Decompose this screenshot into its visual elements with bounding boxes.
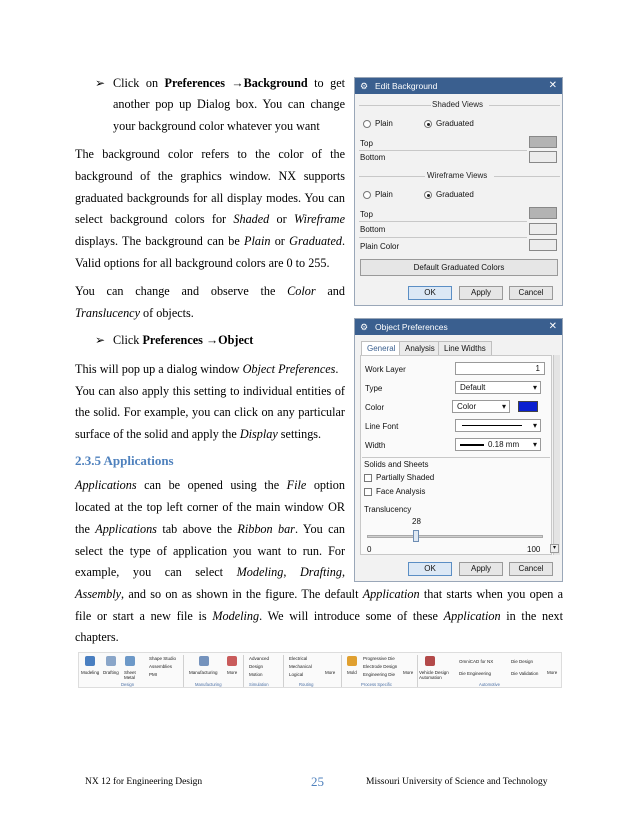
divider bbox=[359, 105, 431, 106]
group-manufacturing: Manufacturing bbox=[195, 682, 222, 687]
ribbon-pmi[interactable]: PMI bbox=[149, 672, 158, 677]
wire-plain-radio[interactable] bbox=[363, 191, 371, 199]
type-select-value: Default bbox=[460, 383, 486, 392]
apply-button[interactable]: Apply bbox=[459, 562, 503, 576]
chevron-down-icon: ▾ bbox=[532, 440, 537, 449]
shaded-views-header: Shaded Views bbox=[432, 100, 483, 109]
para1-line2: background of the graphics window. NX supports bbox=[75, 169, 345, 183]
ribbon-mechanical[interactable]: Mechanical bbox=[289, 664, 312, 669]
ribbon-sheet-metal[interactable]: Sheet Metal bbox=[124, 670, 136, 680]
cancel-button[interactable]: Cancel bbox=[509, 286, 553, 300]
partially-shaded-label: Partially Shaded bbox=[376, 473, 435, 482]
drafting-icon[interactable] bbox=[106, 656, 116, 666]
para4-line6: Assembly, and so on as shown in the figure. The default Application that starts when you open a bbox=[75, 587, 564, 601]
chevron-down-icon: ▾ bbox=[532, 421, 537, 430]
ribbon-more-4[interactable]: More bbox=[547, 670, 558, 675]
ribbon-die-design[interactable]: Die Design bbox=[511, 659, 534, 664]
color-label: Color bbox=[365, 403, 385, 412]
applications-ribbon bbox=[78, 652, 562, 688]
partially-shaded-checkbox[interactable] bbox=[364, 474, 372, 482]
wire-top-swatch[interactable] bbox=[529, 207, 557, 219]
ribbon-die-validation[interactable]: Die Validation bbox=[511, 671, 539, 676]
more-icon[interactable] bbox=[227, 656, 237, 666]
divider bbox=[183, 655, 184, 687]
shaded-plain-radio[interactable] bbox=[363, 120, 371, 128]
ribbon-vehicle-design[interactable]: Vehicle Design Automation bbox=[419, 670, 449, 680]
bullet1-line2: another pop up Dialog box. You can change bbox=[113, 97, 345, 111]
para1-line4: select background colors for Shaded or Wireframe bbox=[75, 212, 345, 226]
shaded-bottom-swatch[interactable] bbox=[529, 151, 557, 163]
line-font-select[interactable] bbox=[455, 419, 541, 432]
group-simulation: Simulation bbox=[249, 682, 269, 687]
tab-line-widths[interactable]: Line Widths bbox=[438, 341, 492, 355]
dialog-title: Object Preferences bbox=[375, 322, 448, 332]
close-icon[interactable]: ✕ bbox=[548, 321, 557, 332]
para4-line4: select the type of application you want to run. For bbox=[75, 544, 345, 558]
chevron-down-icon: ▾ bbox=[532, 383, 537, 392]
translucency-slider-track[interactable] bbox=[367, 535, 543, 538]
ribbon-engineering-die[interactable]: Engineering Die bbox=[363, 672, 396, 677]
modeling-icon[interactable] bbox=[85, 656, 95, 666]
translucency-slider-thumb[interactable] bbox=[413, 530, 419, 542]
footer-left: NX 12 for Engineering Design bbox=[85, 777, 203, 787]
dialog-title-bar bbox=[355, 319, 562, 335]
shaded-bottom-label: Bottom bbox=[360, 153, 386, 162]
spin-down-icon[interactable]: ▾ bbox=[550, 544, 559, 553]
object-preferences-dialog bbox=[354, 318, 563, 582]
manufacturing-icon[interactable] bbox=[199, 656, 209, 666]
ribbon-design[interactable]: Design bbox=[249, 664, 264, 669]
divider bbox=[417, 655, 418, 687]
ribbon-shape-studio[interactable]: Shape Studio bbox=[149, 656, 177, 661]
group-routing: Routing bbox=[299, 682, 314, 687]
wire-top-label: Top bbox=[360, 210, 373, 219]
ribbon-more-2[interactable]: More bbox=[325, 670, 336, 675]
width-select[interactable] bbox=[455, 438, 541, 451]
translucency-label: Translucency bbox=[364, 505, 412, 514]
wire-bottom-label: Bottom bbox=[360, 225, 386, 234]
ribbon-omnicad[interactable]: OmniCAD for NX bbox=[459, 659, 494, 664]
tab-general[interactable]: General bbox=[361, 341, 401, 355]
para4-line1: Applications can be opened using the File option bbox=[75, 478, 345, 492]
vehicle-design-icon[interactable] bbox=[425, 656, 435, 666]
para3-line4: surface of the solid and apply the Display settings. bbox=[75, 427, 322, 441]
width-label: Width bbox=[365, 441, 386, 450]
para3-line3: the solid. For example, you can click on any particular bbox=[75, 405, 345, 419]
wire-graduated-radio[interactable] bbox=[424, 191, 432, 199]
section-heading: 2.3.5 Applications bbox=[75, 453, 174, 468]
solid-line-icon bbox=[462, 425, 522, 426]
line-weight-icon bbox=[460, 444, 484, 446]
para2-line1: You can change and observe the Color and bbox=[75, 284, 345, 298]
ribbon-mold[interactable]: Mold bbox=[347, 670, 357, 675]
para4-line2: located at the top left corner of the main window OR bbox=[75, 500, 345, 514]
ribbon-more-3[interactable]: More bbox=[403, 670, 414, 675]
ribbon-drafting[interactable]: Drafting bbox=[103, 670, 119, 675]
sheet-metal-icon[interactable] bbox=[125, 656, 135, 666]
ribbon-manufacturing[interactable]: Manufacturing bbox=[189, 670, 218, 675]
divider bbox=[494, 176, 560, 177]
ribbon-advanced[interactable]: Advanced bbox=[249, 656, 270, 661]
gear-icon: ⚙ bbox=[360, 322, 369, 332]
ok-button[interactable]: OK bbox=[408, 562, 452, 576]
ok-button[interactable]: OK bbox=[408, 286, 452, 300]
scrollbar[interactable] bbox=[553, 355, 560, 555]
divider bbox=[359, 150, 527, 151]
ribbon-electrode-design[interactable]: Electrode Design bbox=[363, 664, 398, 669]
para1-line3: graduated backgrounds for all display modes. You can bbox=[75, 191, 345, 205]
bullet2-line: Click Preferences →Object bbox=[113, 333, 254, 347]
para4-line8: chapters. bbox=[75, 630, 119, 644]
slider-max: 100 bbox=[527, 545, 541, 554]
divider bbox=[359, 237, 527, 238]
ribbon-modeling[interactable]: Modeling bbox=[81, 670, 100, 675]
ribbon-die-engineering[interactable]: Die Engineering bbox=[459, 671, 492, 676]
group-design: Design bbox=[121, 682, 135, 687]
para3-line1: This will pop up a dialog window Object Preferences. bbox=[75, 362, 339, 376]
bullet1-line1: Click on Preferences →Background to get bbox=[113, 76, 345, 90]
group-process-specific: Process Specific bbox=[361, 682, 392, 687]
work-layer-input[interactable]: 1 bbox=[455, 362, 545, 375]
divider bbox=[359, 176, 425, 177]
type-select[interactable] bbox=[455, 381, 541, 394]
default-graduated-colors-button[interactable]: Default Graduated Colors bbox=[360, 259, 558, 276]
line-font-label: Line Font bbox=[365, 422, 399, 431]
group-automotive: Automotive bbox=[479, 682, 500, 687]
solids-sheets-header: Solids and Sheets bbox=[364, 460, 429, 469]
color-swatch[interactable] bbox=[518, 401, 538, 412]
para1-line5: displays. The background can be Plain or Graduated. bbox=[75, 234, 345, 248]
chevron-down-icon: ▾ bbox=[501, 402, 506, 411]
dialog-title-bar bbox=[355, 78, 562, 94]
wire-graduated-label: Graduated bbox=[436, 190, 474, 199]
para1-line1: The background color refers to the color of the bbox=[75, 147, 345, 161]
close-icon[interactable]: ✕ bbox=[548, 80, 557, 91]
plain-color-label: Plain Color bbox=[360, 242, 400, 251]
edit-background-dialog bbox=[354, 77, 563, 306]
mold-icon[interactable] bbox=[347, 656, 357, 666]
slider-min: 0 bbox=[367, 545, 372, 554]
width-value: 0.18 mm bbox=[488, 440, 520, 449]
apply-button[interactable]: Apply bbox=[459, 286, 503, 300]
tab-analysis[interactable]: Analysis bbox=[399, 341, 441, 355]
divider bbox=[283, 655, 284, 687]
divider bbox=[359, 221, 527, 222]
ribbon-more-1[interactable]: More bbox=[227, 670, 238, 675]
cancel-button[interactable]: Cancel bbox=[509, 562, 553, 576]
ribbon-logical[interactable]: Logical bbox=[289, 672, 304, 677]
divider bbox=[341, 655, 342, 687]
slider-value: 28 bbox=[412, 517, 421, 526]
face-analysis-label: Face Analysis bbox=[376, 487, 426, 496]
divider bbox=[362, 457, 550, 458]
para2-line2: Translucency of objects. bbox=[75, 306, 194, 320]
shaded-plain-label: Plain bbox=[375, 119, 393, 128]
bullet-arrow: ➢ bbox=[95, 76, 106, 90]
ribbon-progressive-die[interactable]: Progressive Die bbox=[363, 656, 395, 661]
para4-line7: file or start a new file is Modeling. We will introduce some of these Application in the next bbox=[75, 609, 564, 623]
wire-bottom-swatch[interactable] bbox=[529, 223, 557, 235]
wireframe-views-header: Wireframe Views bbox=[427, 171, 488, 180]
shaded-graduated-radio[interactable] bbox=[424, 120, 432, 128]
face-analysis-checkbox[interactable] bbox=[364, 488, 372, 496]
page-number: 25 bbox=[311, 774, 324, 789]
color-select[interactable] bbox=[452, 400, 510, 413]
divider bbox=[489, 105, 560, 106]
ribbon-electrical[interactable]: Electrical bbox=[289, 656, 308, 661]
divider bbox=[243, 655, 244, 687]
shaded-graduated-label: Graduated bbox=[436, 119, 474, 128]
shaded-top-swatch[interactable] bbox=[529, 136, 557, 148]
para4-line3: the Applications tab above the Ribbon bar. You can bbox=[75, 522, 346, 536]
footer-right: Missouri University of Science and Technology bbox=[366, 777, 548, 787]
bullet1-line3: your background color whatever you want bbox=[113, 119, 320, 133]
ribbon-motion[interactable]: Motion bbox=[249, 672, 263, 677]
dialog-title: Edit Background bbox=[375, 81, 438, 91]
plain-color-swatch[interactable] bbox=[529, 239, 557, 251]
work-layer-label: Work Layer bbox=[365, 365, 406, 374]
type-label: Type bbox=[365, 384, 383, 393]
bullet-arrow: ➢ bbox=[95, 333, 106, 347]
color-select-value: Color bbox=[457, 402, 477, 411]
para1-line6: Valid options for all background colors are 0 to 255. bbox=[75, 256, 330, 270]
ribbon-assemblies[interactable]: Assemblies bbox=[149, 664, 173, 669]
shaded-top-label: Top bbox=[360, 139, 373, 148]
para3-line2: You can also apply this setting to individual entities of bbox=[75, 384, 345, 398]
wire-plain-label: Plain bbox=[375, 190, 393, 199]
para4-line5: example, you can select Modeling, Drafting, bbox=[75, 565, 346, 579]
gear-icon: ⚙ bbox=[360, 81, 369, 91]
